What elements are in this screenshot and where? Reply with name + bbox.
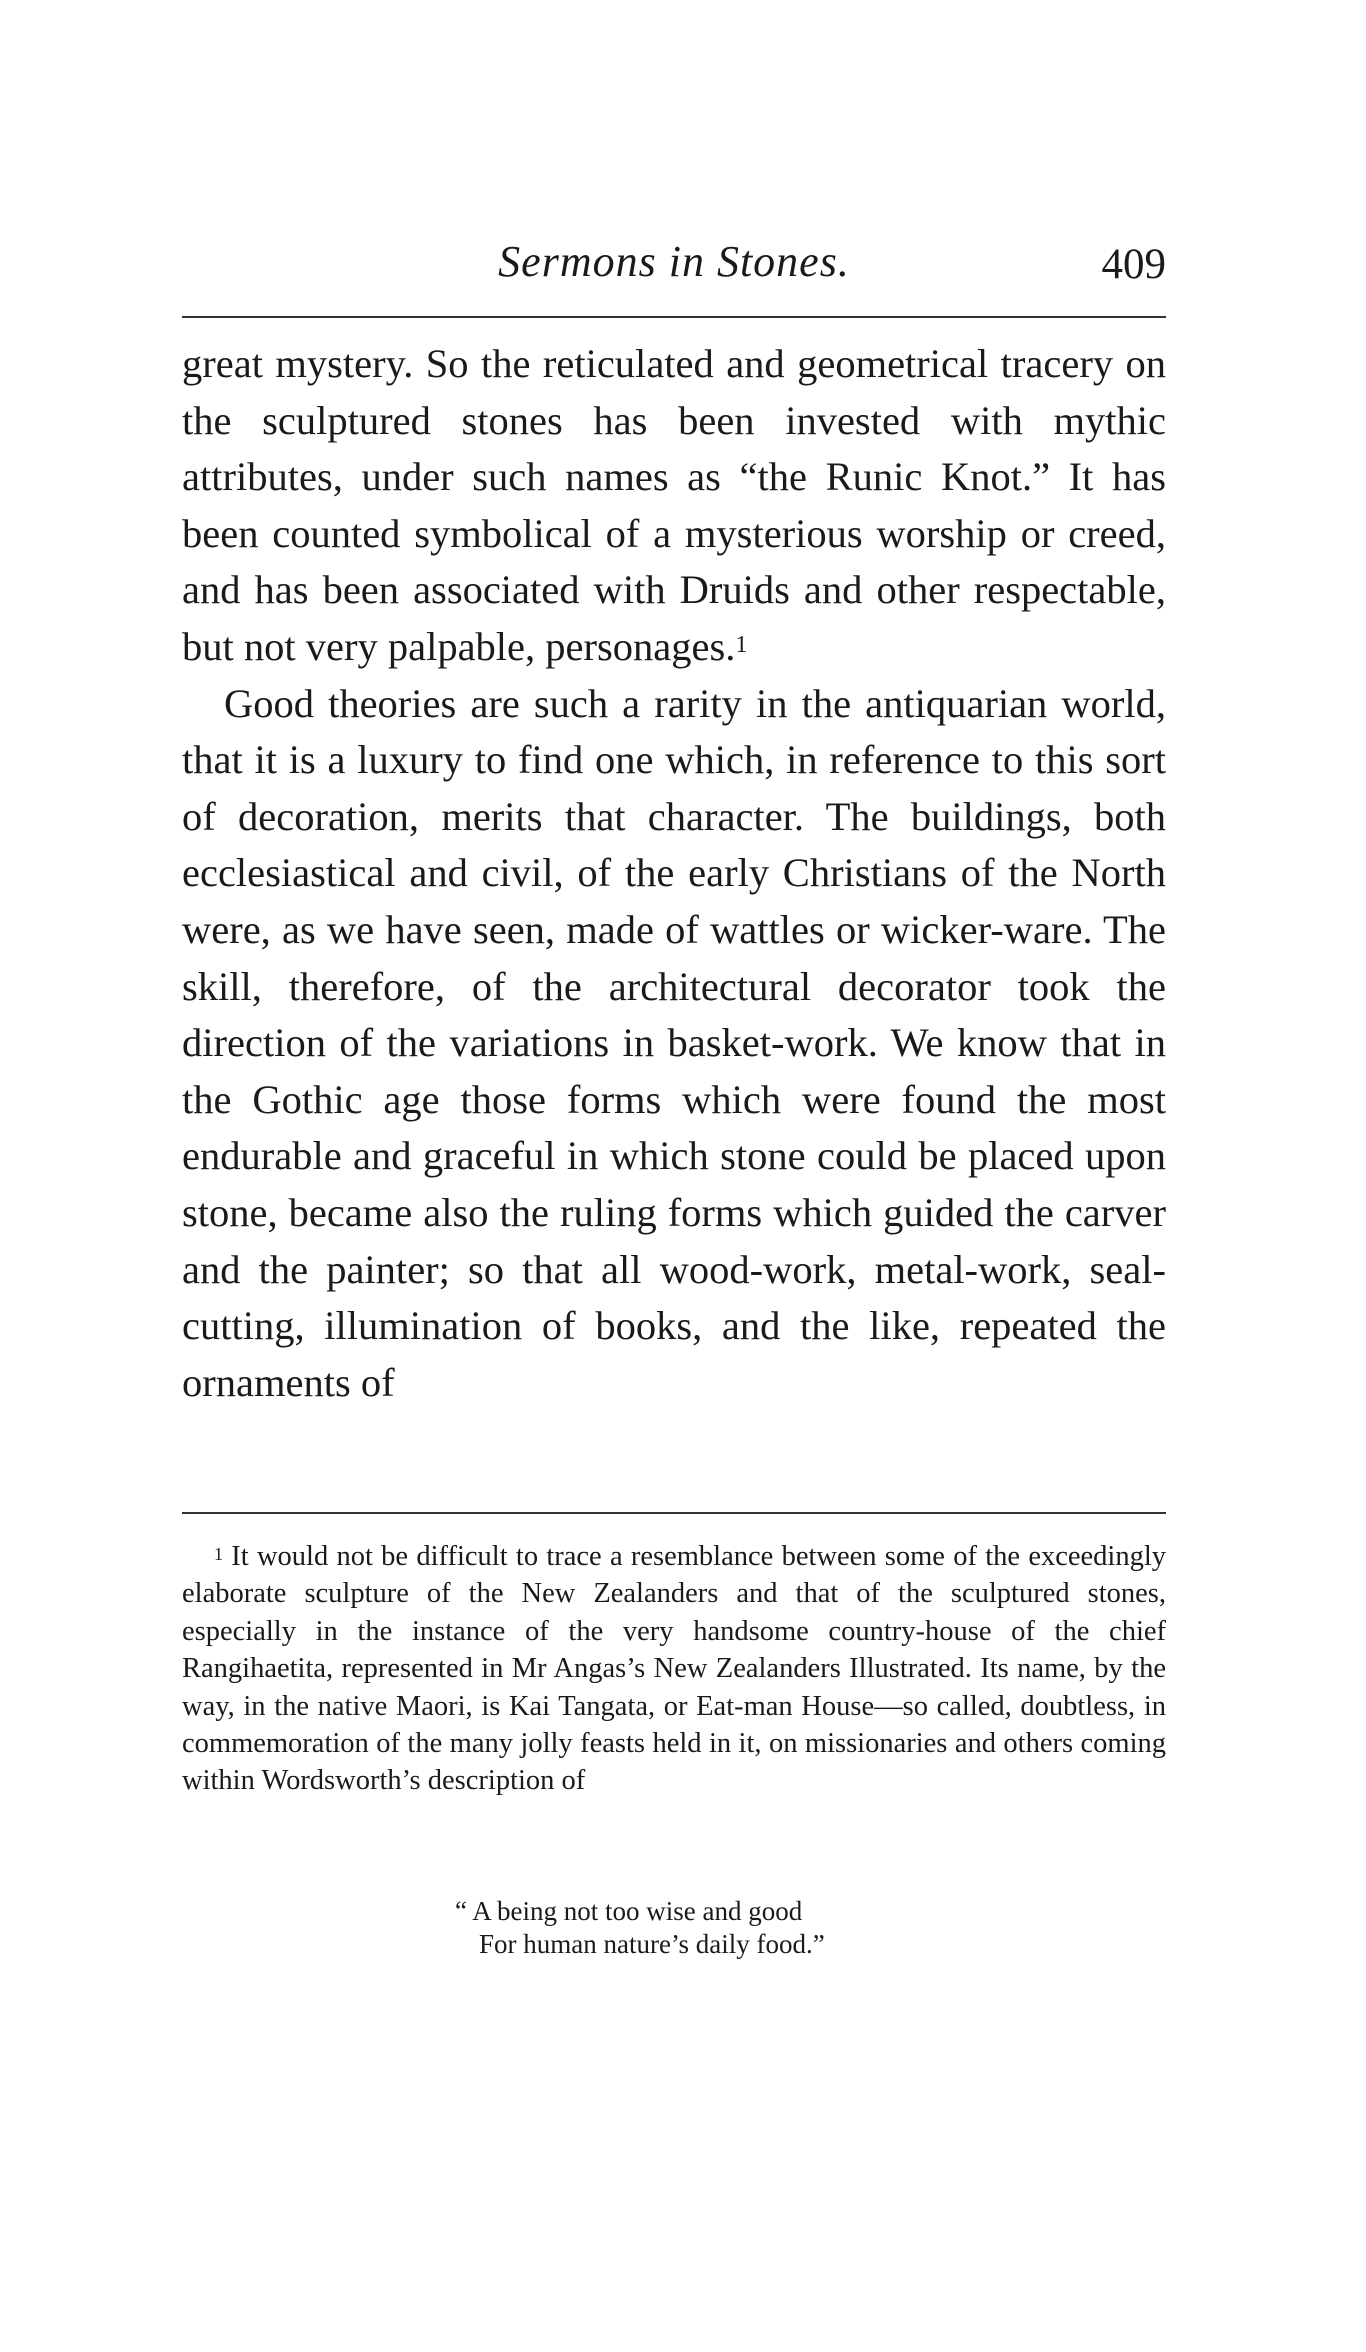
page-number: 409	[1101, 241, 1166, 288]
footnote-paragraph	[182, 1538, 1166, 1800]
footnote-reference: 1	[735, 631, 748, 658]
main-text	[182, 336, 1166, 1411]
footnote-rule	[182, 1512, 1166, 1514]
footnote-marker: 1	[214, 1544, 223, 1564]
paragraph-2: Good theories are such a rarity in the antiquarian world, that it is a luxury to find one which, in reference to this sort of decoration, merits that character. The buildings, both ecclesiastical and civil, of the early Christians of the North were, as we have seen, made of wattles or wicker-ware. The skill, therefore, of the architectural decorator took the direction of the variations in basket-work. We know that in the Gothic age those forms which were found the most endurable and graceful in which stone could be placed upon stone, became also the ruling forms which guided the carver and the painter; so that all wood-work, metal-work, seal-cutting, illumination of books, and the like, repeated the ornaments of	[182, 680, 1166, 1405]
paragraph-1	[182, 336, 1166, 676]
footnote-text: It would not be difficult to trace a resemblance between some of the exceedingly elaborate sculpture of the New Zealanders and that of the sculptured stones, especially in the instance of the very handsome country-house of the chief Rangihaetita, represented in Mr Angas’s New Zealanders Illustrated. Its name, by the way, in the native Maori, is Kai Tangata, or Eat-man House—so called, doubtless, in commemoration of the many jolly feasts held in it, on missionaries and others coming within Wordsworth’s description of	[182, 1541, 1167, 1797]
paragraph-1-text: great mystery. So the reticulated and geometrical tracery on the sculptured stones has been invested with mythic attributes, under such names as “the Runic Knot.” It has been counted symbolical of a mysterious worship or creed, and has been associated with Druids and other respectable, but not very palpable, personages.	[182, 341, 1166, 669]
header-rule	[182, 316, 1166, 318]
running-title: Sermons in Stones.	[498, 237, 850, 286]
footnote-verse	[455, 1895, 825, 1961]
verse-line-1: “ A being not too wise and good	[455, 1896, 803, 1926]
footnote	[182, 1538, 1166, 1800]
verse-line-2: For human nature’s daily food.”	[479, 1929, 825, 1959]
page-header	[182, 236, 1166, 296]
